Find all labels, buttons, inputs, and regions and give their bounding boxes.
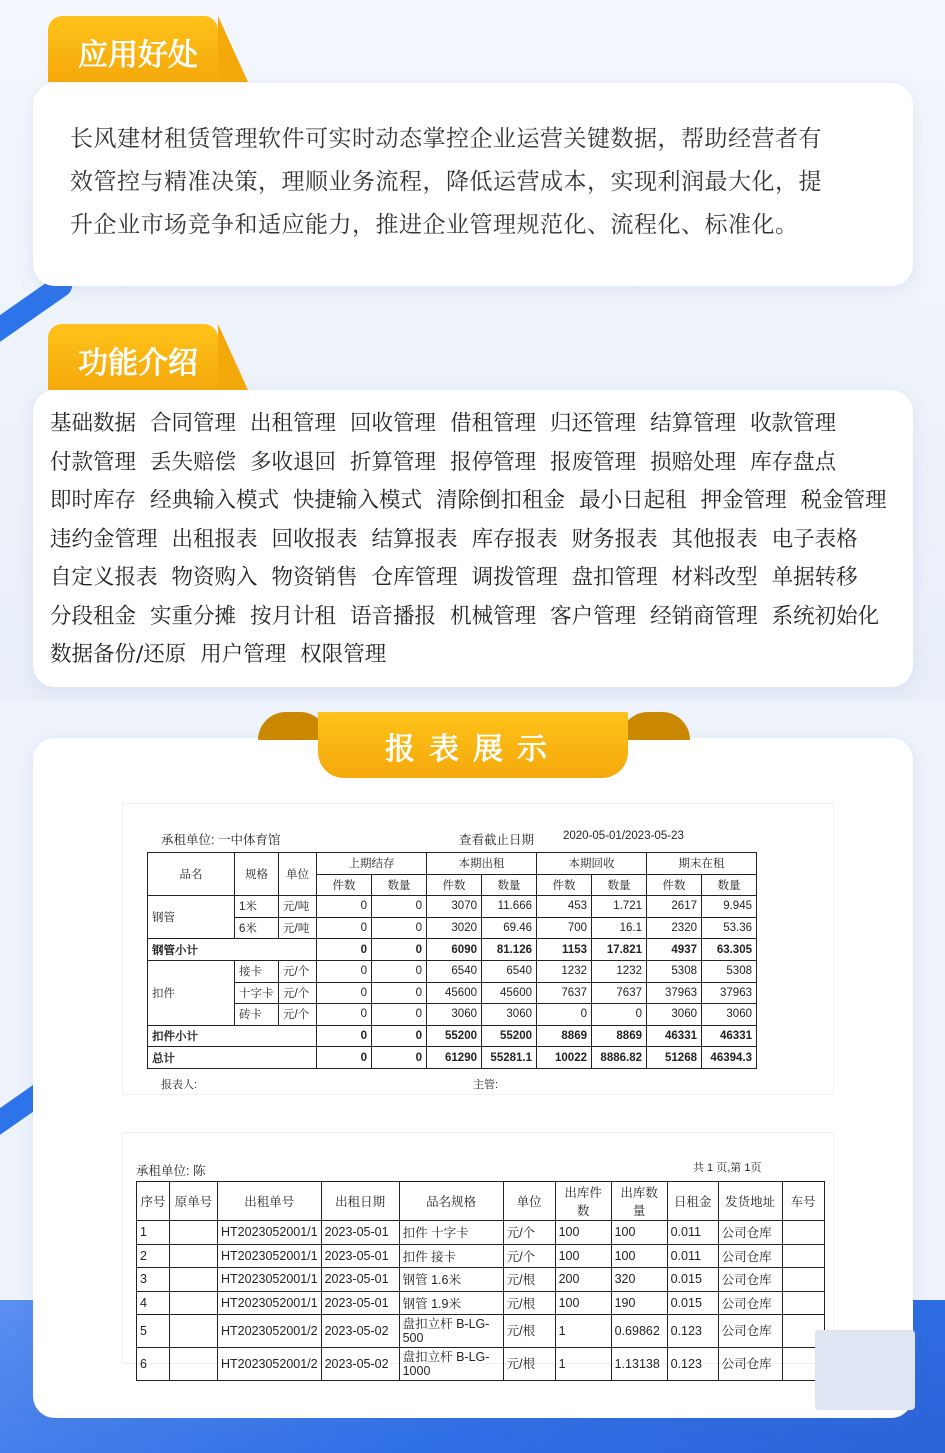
table-cell: 1米 [235,896,279,918]
table-cell [170,1291,218,1315]
table-cell: HT2023052001/1 [218,1268,322,1292]
feature-item: 结算报表 [371,526,458,552]
header-cell: 发货地址 [718,1182,782,1221]
table-cell: HT2023052001/1 [218,1291,322,1315]
feature-item: 实重分摊 [150,603,237,629]
feature-item: 其他报表 [671,526,758,552]
feature-item: 收款管理 [750,411,837,436]
table-cell: 扣件 接卡 [399,1244,503,1268]
header-cell: 本期回收 [537,853,647,875]
table-cell: 0.123 [667,1315,718,1348]
table-cell: 2320 [647,917,702,939]
table-cell: 钢管 1.9米 [399,1291,503,1315]
table-cell: 公司仓库 [718,1221,782,1245]
benefits-line: 效管控与精准决策，理顺业务流程，降低运营成本，实现利润最大化，提 [70,169,822,195]
table-cell: 3060 [647,1004,702,1026]
table-cell: 元/个 [279,982,317,1004]
header-cell: 品名规格 [399,1182,503,1221]
table-cell: 2 [137,1244,170,1268]
table-cell [782,1268,824,1292]
feature-item: 机械管理 [450,603,537,629]
table-cell: 11.666 [482,896,537,918]
feature-item: 结算管理 [650,411,737,436]
table-cell: 0 [317,917,372,939]
table-cell: 2617 [647,896,702,918]
rental-detail-report [122,1132,834,1378]
feature-item: 库存报表 [471,526,558,552]
table-cell: 81.126 [482,939,537,961]
feature-item: 税金管理 [800,488,887,513]
table-cell: 0 [592,1004,647,1026]
table-cell: 1232 [537,960,592,982]
table-cell: 0 [317,1025,372,1047]
table-cell: 320 [611,1268,667,1292]
table-cell: HT2023052001/1 [218,1244,322,1268]
table-cell: 0.69862 [611,1315,667,1348]
table-cell: HT2023052001/1 [218,1221,322,1245]
table-cell: 100 [611,1244,667,1268]
feature-item: 按月计租 [250,603,337,629]
table-cell: 17.821 [592,939,647,961]
feature-item: 权限管理 [300,642,387,667]
table-cell [782,1244,824,1268]
table-cell: 3020 [427,917,482,939]
table-cell: 0.011 [667,1244,718,1268]
feature-item: 用户管理 [200,642,287,667]
table-cell [170,1348,218,1381]
table-cell [782,1221,824,1245]
table-cell [170,1244,218,1268]
feature-item: 归还管理 [550,411,637,436]
table-cell: 0.015 [667,1291,718,1315]
feature-item: 经销商管理 [650,603,758,629]
table-cell: 16.1 [592,917,647,939]
table-cell: 1.721 [592,896,647,918]
benefits-line: 长风建材租赁管理软件可实时动态掌控企业运营关键数据，帮助经营者有 [70,126,822,152]
header-cell: 序号 [137,1182,170,1221]
table-cell: 元/个 [279,960,317,982]
table-cell: 2023-05-01 [321,1291,399,1315]
feature-item: 出租管理 [250,411,337,436]
table-cell: 37963 [647,982,702,1004]
table-cell: 1 [555,1315,611,1348]
table-row [148,1047,757,1069]
table-cell: 元/吨 [279,917,317,939]
table-cell: 37963 [702,982,757,1004]
feature-item: 系统初始化 [771,603,880,629]
table-cell: 7637 [537,982,592,1004]
date-label: 查看截止日期 [459,833,535,847]
feature-item: 多收退回 [250,449,337,475]
table-cell: 6540 [482,960,537,982]
table-cell: 100 [555,1291,611,1315]
feature-item: 报停管理 [450,449,537,475]
table-cell: 6 [137,1348,170,1381]
table-cell: 8869 [592,1025,647,1047]
table-cell: 0 [372,1047,427,1069]
table-cell: 100 [555,1221,611,1245]
table-cell: 3060 [427,1004,482,1026]
features-tab [48,324,218,390]
table-row [137,1221,825,1245]
table-cell: 46331 [702,1025,757,1047]
table-cell: 0 [317,982,372,1004]
table-cell: 6540 [427,960,482,982]
feature-item: 数据备份/还原 [50,642,187,667]
header-cell: 上期结存 [317,853,427,875]
feature-item: 回收报表 [271,526,358,552]
table-row [148,960,757,982]
reporter-label: 报表人: [161,1079,198,1091]
table-cell: 55281.1 [482,1047,537,1069]
table-cell: 55200 [482,1025,537,1047]
table-cell: 4937 [647,939,702,961]
table-cell: HT2023052001/2 [218,1348,322,1381]
feature-item: 最小日起租 [579,488,687,513]
table-cell: 0 [317,960,372,982]
table-row [148,982,757,1004]
header-cell: 日租金 [667,1182,718,1221]
feature-item: 单据转移 [771,565,858,590]
table-cell: 200 [555,1268,611,1292]
feature-item: 出租报表 [171,526,258,552]
table-cell: 7637 [592,982,647,1004]
table-cell: 公司仓库 [718,1268,782,1292]
feature-item: 快捷输入模式 [293,488,423,513]
table-cell: 公司仓库 [718,1291,782,1315]
table-row [137,1268,825,1292]
table-cell: 190 [611,1291,667,1315]
header-cell: 数量 [372,874,427,896]
header-cell: 原单号 [170,1182,218,1221]
date-range: 2020-05-01/2023-05-23 [563,830,684,842]
feature-item: 库存盘点 [750,449,837,475]
feature-item: 合同管理 [150,411,237,436]
table-cell: 公司仓库 [718,1315,782,1348]
table-cell: 8869 [537,1025,592,1047]
table-cell: 0 [372,960,427,982]
table-cell: 公司仓库 [718,1348,782,1381]
table-cell: 453 [537,896,592,918]
feature-item: 材料改型 [671,565,758,590]
feature-item: 损赔处理 [650,449,737,475]
lessee-label: 承租单位: 陈 [136,1164,206,1178]
feature-item: 语音播报 [350,603,437,629]
table-cell [170,1268,218,1292]
table-cell: 钢管小计 [148,939,317,961]
benefits-title: 应用好处 [78,38,198,73]
header-cell: 出租日期 [321,1182,399,1221]
table-cell: 3060 [702,1004,757,1026]
table-cell: 元/个 [279,1004,317,1026]
table-cell: 公司仓库 [718,1244,782,1268]
table-cell: 扣件小计 [148,1025,317,1047]
header-cell: 件数 [647,874,702,896]
table-row [137,1348,825,1381]
table-row [148,896,757,918]
header-cell: 出库数量 [611,1182,667,1221]
table-cell: 45600 [427,982,482,1004]
feature-item: 押金管理 [700,488,787,513]
header-cell: 件数 [427,874,482,896]
supervisor-label: 主管: [473,1079,499,1091]
lessee-label: 承租单位: 一中体育馆 [161,833,281,847]
table-cell: 砖卡 [235,1004,279,1026]
header-cell: 出库件数 [555,1182,611,1221]
table-cell: 100 [611,1221,667,1245]
table-cell: 8886.82 [592,1047,647,1069]
header-cell: 数量 [702,874,757,896]
header-cell: 期末在租 [647,853,757,875]
table-cell: 6米 [235,917,279,939]
table-cell: 0 [317,896,372,918]
table-cell: 0 [317,1004,372,1026]
header-cell: 件数 [537,874,592,896]
table-cell: 45600 [482,982,537,1004]
table-cell [782,1291,824,1315]
feature-item: 基础数据 [50,411,137,436]
table-cell: 总计 [148,1047,317,1069]
header-cell: 单位 [279,853,317,896]
benefits-line: 升企业市场竞争和适应能力，推进企业管理规范化、流程化、标准化。 [70,212,799,238]
table-cell: 61290 [427,1047,482,1069]
table-cell: 700 [537,917,592,939]
feature-item: 清除倒扣租金 [436,488,566,513]
header-cell: 数量 [592,874,647,896]
table-cell: 69.46 [482,917,537,939]
header-cell: 规格 [235,853,279,896]
table-cell: 钢管 [148,896,235,939]
table-cell: 0 [372,1025,427,1047]
table-cell: 9.945 [702,896,757,918]
feature-item: 调拨管理 [471,565,558,590]
feature-item: 违约金管理 [50,526,158,552]
header-cell: 车号 [782,1182,824,1221]
table-row [148,1025,757,1047]
table-cell: 2023-05-01 [321,1268,399,1292]
table-cell [170,1221,218,1245]
rental-summary-report [122,803,834,1095]
table-cell: 钢管 1.6米 [399,1268,503,1292]
benefits-tab [48,16,218,82]
table-cell: 0 [372,896,427,918]
table-row [137,1244,825,1268]
table-cell: 6090 [427,939,482,961]
feature-item: 物资销售 [271,565,358,590]
table-cell: 1.13138 [611,1348,667,1381]
features-title: 功能介绍 [78,346,198,381]
table-cell: 2023-05-02 [321,1348,399,1381]
table-row [148,939,757,961]
table-cell: 接卡 [235,960,279,982]
reports-banner [318,712,628,778]
feature-item: 盘扣管理 [571,565,658,590]
table-row [137,1291,825,1315]
table-cell: 5 [137,1315,170,1348]
table-cell: 0.011 [667,1221,718,1245]
table-cell: 0 [372,1004,427,1026]
table-cell: 46331 [647,1025,702,1047]
table-cell: HT2023052001/2 [218,1315,322,1348]
table-cell: 2023-05-02 [321,1315,399,1348]
table-cell: 元/吨 [279,896,317,918]
table-cell: 元/个 [503,1244,555,1268]
feature-item: 即时库存 [50,488,137,513]
features-list [50,405,910,675]
table-cell: 十字卡 [235,982,279,1004]
decorative-building [815,1330,915,1410]
table-cell: 53.36 [702,917,757,939]
table-cell: 5308 [647,960,702,982]
table-cell: 0 [317,939,372,961]
table-cell: 2023-05-01 [321,1221,399,1245]
table-cell: 扣件 [148,960,235,1025]
header-cell: 出租单号 [218,1182,322,1221]
table-cell: 0 [317,1047,372,1069]
table-cell: 0.123 [667,1348,718,1381]
header-cell: 数量 [482,874,537,896]
table-cell: 0 [372,917,427,939]
feature-item: 报废管理 [550,449,637,475]
table-cell: 4 [137,1291,170,1315]
feature-item: 分段租金 [50,603,137,629]
table-cell: 0.015 [667,1268,718,1292]
feature-item: 回收管理 [350,411,437,436]
table-cell: 2023-05-01 [321,1244,399,1268]
table-cell: 元/根 [503,1315,555,1348]
table-cell: 盘扣立杆 B-LG-500 [399,1315,503,1348]
feature-item: 电子表格 [771,526,858,552]
table-cell: 55200 [427,1025,482,1047]
table-cell: 0 [372,939,427,961]
table-cell: 1232 [592,960,647,982]
page-info: 共 1 页,第 1页 [693,1162,762,1174]
table-cell: 元/根 [503,1348,555,1381]
feature-item: 借租管理 [450,411,537,436]
table-row [137,1315,825,1348]
table-cell: 盘扣立杆 B-LG-1000 [399,1348,503,1381]
header-cell: 品名 [148,853,235,896]
benefits-text [70,118,880,247]
table-row [148,1004,757,1026]
summary-table [147,852,757,1069]
table-cell: 元/个 [503,1221,555,1245]
table-cell: 100 [555,1244,611,1268]
table-cell: 0 [372,982,427,1004]
feature-item: 财务报表 [571,526,658,552]
header-cell: 单位 [503,1182,555,1221]
table-cell: 扣件 十字卡 [399,1221,503,1245]
table-cell: 1 [137,1221,170,1245]
banner-ear-right [620,712,690,740]
feature-item: 物资购入 [171,565,258,590]
feature-item: 客户管理 [550,603,637,629]
feature-item: 付款管理 [50,449,137,475]
table-row [148,917,757,939]
table-cell: 3060 [482,1004,537,1026]
table-cell [170,1315,218,1348]
header-cell: 本期出租 [427,853,537,875]
table-cell: 46394.3 [702,1047,757,1069]
table-cell: 5308 [702,960,757,982]
table-cell: 元/根 [503,1291,555,1315]
table-cell: 63.305 [702,939,757,961]
table-cell: 51268 [647,1047,702,1069]
detail-table [136,1181,825,1381]
table-cell: 10022 [537,1047,592,1069]
feature-item: 自定义报表 [50,565,158,590]
table-cell: 0 [537,1004,592,1026]
feature-item: 经典输入模式 [150,488,280,513]
table-cell: 3070 [427,896,482,918]
reports-title: 报表展示 [385,732,561,767]
table-cell: 1153 [537,939,592,961]
table-cell: 1 [555,1348,611,1381]
feature-item: 折算管理 [350,449,437,475]
table-cell: 3 [137,1268,170,1292]
table-cell: 元/根 [503,1268,555,1292]
feature-item: 仓库管理 [371,565,458,590]
header-cell: 件数 [317,874,372,896]
feature-item: 丢失赔偿 [150,449,237,475]
